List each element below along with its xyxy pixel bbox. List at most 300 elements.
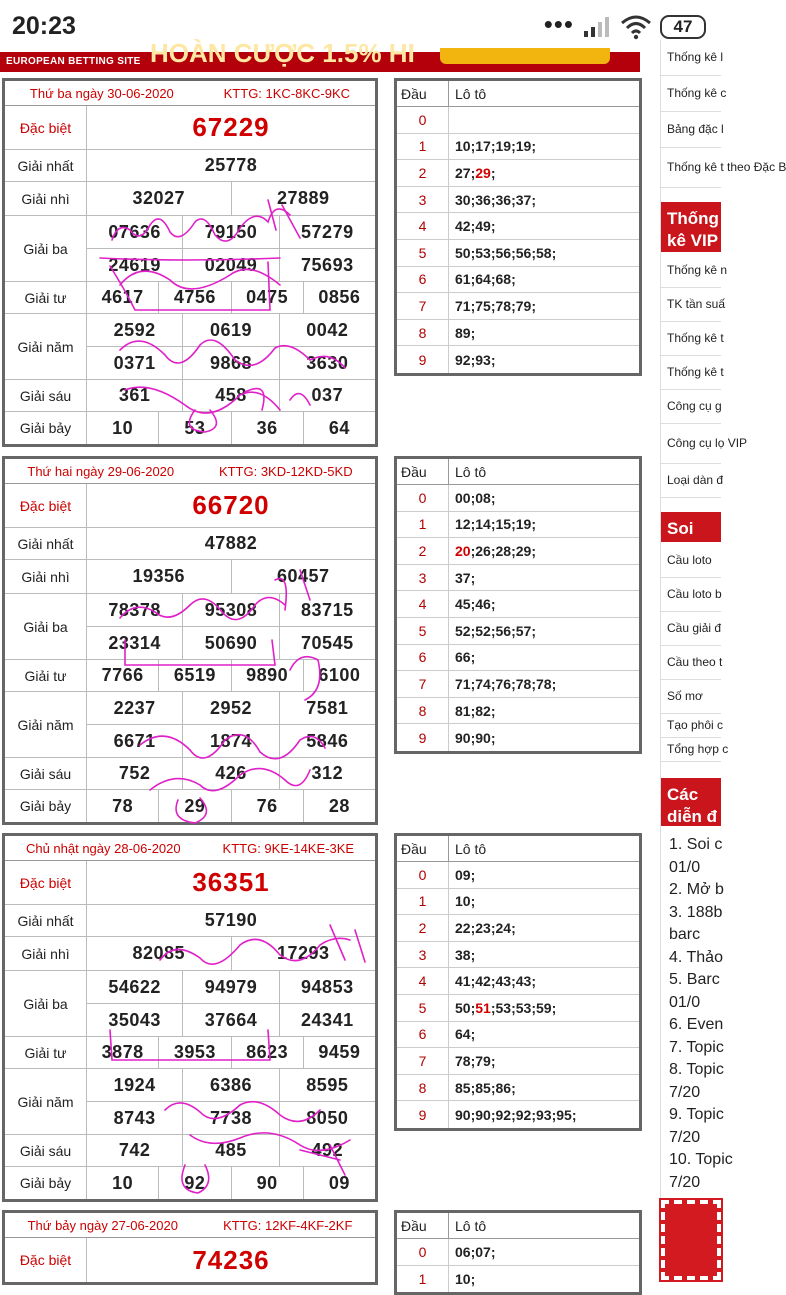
loto-number: 36 <box>475 191 491 208</box>
loto-row <box>397 512 639 539</box>
clock: 20:23 <box>12 12 76 40</box>
prize-number: 6519 <box>158 660 230 691</box>
prize-number: 36 <box>231 412 303 444</box>
banner-headline: HOÀN CƯỢC 1.5% HI <box>150 38 415 68</box>
prize-number: 9459 <box>303 1037 375 1068</box>
loto-number: 53 <box>495 999 512 1016</box>
prize-row <box>5 528 375 560</box>
loto-head-digit: 7 <box>397 671 449 697</box>
prize-row <box>5 594 375 660</box>
prize-number: 27889 <box>231 182 376 215</box>
loto-numbers: 10 ; <box>455 893 476 910</box>
prize-number: 78 <box>112 795 134 816</box>
loto-header <box>397 459 639 485</box>
loto-head-digit: 6 <box>397 267 449 293</box>
sidebar-forum-item[interactable]: 6. Even <box>669 1016 724 1033</box>
loto-number: 64 <box>455 1026 471 1043</box>
prize-label: Giải sáu <box>5 1135 87 1166</box>
sidebar-forum-item[interactable]: 7/20 <box>669 1083 701 1101</box>
loto-head-digit: 7 <box>397 1048 449 1074</box>
loto-head-digit: 1 <box>397 889 449 915</box>
prize-number: 95308 <box>182 594 278 626</box>
draw-kttg-code: KTTG: 9KE-14KE-3KE <box>222 840 355 856</box>
prize-number: 28 <box>303 790 375 822</box>
sidebar-forum-item[interactable]: 1. Soi c <box>669 836 723 853</box>
sidebar-soi-link[interactable]: Cầu loto <box>661 544 721 578</box>
sidebar-stats-link[interactable]: Thống kê l <box>661 40 721 76</box>
prize-label: Giải tư <box>5 282 87 313</box>
prize-line <box>87 594 375 626</box>
sidebar-soi-link[interactable]: Cầu loto b <box>661 578 721 612</box>
prize-number: 54622 <box>108 976 161 997</box>
loto-numbers <box>449 107 639 133</box>
draw-kttg-code: KTTG: 12KF-4KF-2KF <box>223 1217 353 1233</box>
prize-row <box>5 937 375 971</box>
loto-number: 41 <box>455 973 471 990</box>
prize-number: 0856 <box>303 282 375 313</box>
prize-row <box>5 412 375 444</box>
prize-label: Giải ba <box>5 216 87 281</box>
prize-number: 0619 <box>182 314 278 346</box>
sidebar-forum-item[interactable]: 10. Topic <box>669 1151 733 1168</box>
loto-row <box>397 1101 639 1128</box>
loto-number: 92 <box>495 1106 512 1123</box>
prize-row <box>5 1238 375 1282</box>
loto-row <box>397 618 639 645</box>
loto-numbers: 85 ; 85 ; 86 ; <box>455 1079 516 1096</box>
loto-row <box>397 134 639 161</box>
prize-values <box>87 150 375 181</box>
prize-row <box>5 660 375 692</box>
prize-number: 1924 <box>113 1074 156 1095</box>
sidebar-forum-item[interactable]: 2. Mở b <box>669 881 724 898</box>
loto-head-digit: 4 <box>397 213 449 239</box>
prize-values <box>87 937 375 970</box>
loto-numbers: 42 ; 49 ; <box>455 218 496 235</box>
draw-date[interactable]: Thứ hai ngày 29-06-2020 <box>27 463 175 479</box>
prize-number: 07636 <box>108 221 161 242</box>
prize-line <box>87 1101 375 1134</box>
sidebar-stats-link[interactable]: Thống kê c <box>661 76 721 112</box>
prize-label: Giải bảy <box>5 790 87 822</box>
loto-column-header: Lô tô <box>455 1217 487 1234</box>
sidebar-vip-link[interactable]: Công cụ lọ VIP <box>661 424 721 464</box>
draw-result-table <box>2 78 378 447</box>
prize-label: Giải tư <box>5 1037 87 1068</box>
draw-result-table <box>2 1210 378 1285</box>
loto-number: 10 <box>455 138 471 155</box>
loto-number: 19 <box>515 516 532 533</box>
loto-number: 66 <box>455 649 471 666</box>
prize-number: 361 <box>118 385 151 405</box>
loto-number: 43 <box>495 973 512 990</box>
prize-line <box>87 692 375 724</box>
loto-number: 08 <box>475 489 491 506</box>
sidebar-forum-item[interactable]: 7/20 <box>669 1173 701 1191</box>
loto-column-header: Lô tô <box>455 85 487 102</box>
loto-number: 49 <box>475 218 491 235</box>
prize-row <box>5 380 375 412</box>
ad-banner[interactable] <box>0 38 640 72</box>
loto-head-digit: 1 <box>397 512 449 538</box>
prize-row <box>5 216 375 282</box>
prize-number: 29 <box>158 790 230 822</box>
prize-number: 37664 <box>182 1004 278 1036</box>
prize-line <box>87 937 375 970</box>
sidebar-soi-link[interactable]: Cầu giải đ <box>661 612 721 646</box>
sidebar-vip-link[interactable]: Thống kê t <box>661 356 721 390</box>
loto-number: 89 <box>455 324 471 341</box>
draw-date[interactable]: Thứ bảy ngày 27-06-2020 <box>27 1217 178 1233</box>
banner-caption: EUROPEAN BETTING SITE <box>6 56 141 67</box>
loto-numbers: 66 ; <box>455 649 476 666</box>
prize-number: 8623 <box>231 1037 303 1068</box>
prize-number: 037 <box>279 380 375 411</box>
loto-row <box>397 565 639 592</box>
sidebar-vip-link[interactable]: Thống kê t <box>661 322 721 356</box>
prize-label: Đặc biệt <box>5 106 87 149</box>
prize-number: 94853 <box>279 971 375 1003</box>
loto-numbers: 71 ; 75 ; 78 ; 79 ; <box>455 297 536 314</box>
prize-line <box>87 182 375 215</box>
loto-number: 95 <box>556 1106 572 1123</box>
loto-numbers: 90 ; 90 ; <box>455 729 496 746</box>
prize-number: 57190 <box>204 910 258 930</box>
loto-number: 17 <box>475 138 491 155</box>
loto-number: 00 <box>455 489 471 506</box>
prize-number: 3953 <box>158 1037 230 1068</box>
prize-number: 57279 <box>279 216 375 248</box>
sidebar-forum-item[interactable]: 7. Topic <box>669 1038 724 1056</box>
loto-number: 42 <box>455 218 471 235</box>
loto-number: 92 <box>515 1106 532 1123</box>
sidebar-vip-heading: Thống kê VIP <box>661 202 721 252</box>
prize-line <box>87 758 375 789</box>
prize-number: 5846 <box>279 725 375 757</box>
prize-number: 32027 <box>132 188 186 208</box>
prize-line <box>87 282 375 313</box>
sidebar-forum-item[interactable]: 01/0 <box>669 858 701 876</box>
loto-number: 57 <box>515 622 532 639</box>
loto-table <box>394 833 642 1131</box>
prize-line <box>87 528 375 559</box>
sidebar-forum-item[interactable]: 01/0 <box>669 993 701 1011</box>
prize-number: 64 <box>303 412 375 444</box>
prize-number: 19356 <box>132 566 186 586</box>
prize-label: Giải nhì <box>5 182 87 215</box>
sidebar-vip-link[interactable]: TK tần suấ <box>661 288 721 322</box>
loto-number: 23 <box>475 919 491 936</box>
prize-number: 35043 <box>108 1009 161 1030</box>
loto-head-digit: 0 <box>397 107 449 133</box>
loto-number: 76 <box>495 675 512 692</box>
loto-number: 29 <box>475 164 491 181</box>
prize-row <box>5 971 375 1037</box>
loto-numbers: 89 ; <box>455 324 476 341</box>
prize-line <box>87 626 375 659</box>
loto-number: 19 <box>495 138 512 155</box>
sidebar-red-ad[interactable] <box>661 1200 721 1280</box>
prize-values <box>87 1037 375 1068</box>
prize-number: 47882 <box>204 533 258 553</box>
loto-number: 19 <box>515 138 532 155</box>
prize-line <box>87 216 375 248</box>
loto-number: 78 <box>515 675 532 692</box>
loto-number: 09 <box>455 866 471 883</box>
prize-label: Giải tư <box>5 660 87 691</box>
loto-row <box>397 346 639 373</box>
loto-table <box>394 456 642 754</box>
loto-number: 78 <box>536 675 552 692</box>
loto-row <box>397 591 639 618</box>
prize-line <box>87 1069 375 1101</box>
loto-number: 64 <box>475 271 491 288</box>
loto-row <box>397 107 639 134</box>
wifi-icon <box>620 14 652 40</box>
loto-numbers: 10 ; 17 ; 19 ; 19 ; <box>455 138 536 155</box>
loto-numbers: 38 ; <box>455 946 476 963</box>
loto-number: 86 <box>495 1079 512 1096</box>
prize-row <box>5 790 375 822</box>
draw-header <box>5 81 375 106</box>
loto-row <box>397 1266 639 1293</box>
prize-number: 8743 <box>113 1107 156 1128</box>
special-prize-number: 67229 <box>192 112 270 142</box>
loto-numbers: 09 ; <box>455 866 476 883</box>
sidebar-stats-link[interactable]: Thống kê t theo Đặc B <box>661 148 721 188</box>
prize-row <box>5 150 375 182</box>
loto-number: 50 <box>455 999 471 1016</box>
prize-values <box>87 1238 375 1282</box>
sidebar-forum-item[interactable]: 4. Thảo <box>669 948 723 966</box>
loto-number: 92 <box>455 351 471 368</box>
prize-line <box>87 380 375 411</box>
loto-head-digit: 2 <box>397 915 449 941</box>
prize-number: 492 <box>279 1135 375 1166</box>
loto-number: 58 <box>536 244 552 261</box>
loto-column-header: Lô tô <box>455 840 487 857</box>
loto-number: 22 <box>455 919 471 936</box>
loto-header <box>397 1213 639 1239</box>
loto-number: 43 <box>515 973 532 990</box>
loto-numbers: 20 ; 26 ; 28 ; 29 ; <box>455 542 536 559</box>
prize-number: 02049 <box>182 249 278 281</box>
loto-number: 52 <box>455 622 471 639</box>
prize-line <box>87 314 375 346</box>
loto-row <box>397 267 639 294</box>
sidebar-soi-link[interactable]: Số mơ <box>661 680 721 714</box>
prize-number: 8050 <box>279 1102 375 1134</box>
loto-number: 14 <box>475 516 491 533</box>
sidebar-forum-item[interactable]: 3. 188b <box>669 903 723 921</box>
special-prize-number: 36351 <box>192 867 270 897</box>
loto-number: 53 <box>475 244 491 261</box>
prize-row <box>5 1135 375 1167</box>
prize-number: 78378 <box>108 599 161 620</box>
prize-line <box>87 1167 375 1199</box>
sidebar-soi-heading: Soi <box>661 512 721 542</box>
loto-head-digit: 0 <box>397 862 449 888</box>
sidebar-forum-item[interactable]: 7/20 <box>669 1128 701 1146</box>
prize-label: Giải nhất <box>5 150 87 181</box>
loto-number: 71 <box>455 297 471 314</box>
prize-number: 75693 <box>279 249 375 281</box>
loto-number: 59 <box>536 999 552 1016</box>
prize-values <box>87 1135 375 1166</box>
loto-head-digit: 2 <box>397 538 449 564</box>
loto-number: 90 <box>475 729 491 746</box>
prize-number: 10 <box>112 417 134 438</box>
prize-label: Giải nhất <box>5 528 87 559</box>
loto-numbers: 50 ; 51 ; 53 ; 53 ; 59 ; <box>455 999 557 1016</box>
loto-number: 74 <box>475 675 491 692</box>
prize-number: 60457 <box>231 560 376 593</box>
loto-number: 51 <box>475 999 491 1016</box>
prize-number: 3630 <box>279 347 375 379</box>
loto-head-digit: 8 <box>397 698 449 724</box>
draw-kttg-code: KTTG: 1KC-8KC-9KC <box>223 85 351 101</box>
loto-table <box>394 1210 642 1295</box>
prize-values <box>87 1069 375 1134</box>
loto-head-digit: 3 <box>397 187 449 213</box>
loto-row <box>397 724 639 751</box>
sidebar-soi-link[interactable]: Tổng hợp c <box>661 738 721 762</box>
prize-row <box>5 282 375 314</box>
prize-line <box>87 484 375 527</box>
loto-number: 93 <box>475 351 491 368</box>
prize-row <box>5 1167 375 1199</box>
loto-number: 20 <box>455 542 471 559</box>
sidebar-vip-link[interactable]: Loại dàn đ <box>661 464 721 498</box>
prize-number: 2237 <box>113 697 156 718</box>
loto-numbers: 12 ; 14 ; 15 ; 19 ; <box>455 516 536 533</box>
sidebar-forum-item[interactable]: 9. Topic <box>669 1106 724 1123</box>
loto-number: 29 <box>515 542 532 559</box>
loto-row <box>397 293 639 320</box>
loto-numbers: 37 ; <box>455 569 476 586</box>
loto-table <box>394 78 642 376</box>
loto-row <box>397 1239 639 1266</box>
prize-number: 6386 <box>182 1069 278 1101</box>
sidebar-stats-link[interactable]: Bảng đặc l <box>661 112 721 148</box>
loto-head-digit: 9 <box>397 724 449 751</box>
loto-numbers: 27 ; 29 ; <box>455 164 496 181</box>
prize-number: 82085 <box>132 943 186 963</box>
loto-row <box>397 968 639 995</box>
loto-row <box>397 1048 639 1075</box>
loto-row <box>397 1022 639 1049</box>
loto-number: 68 <box>495 271 512 288</box>
loto-head-digit: 7 <box>397 293 449 319</box>
prize-label: Giải năm <box>5 314 87 379</box>
prize-number: 94979 <box>182 971 278 1003</box>
loto-number: 36 <box>495 191 512 208</box>
loto-head-digit: 0 <box>397 1239 449 1265</box>
loto-numbers: 50 ; 53 ; 56 ; 56 ; 58 ; <box>455 244 557 261</box>
loto-head-digit: 5 <box>397 618 449 644</box>
prize-values <box>87 971 375 1036</box>
sidebar-forum-item[interactable]: 5. Barc <box>669 971 720 988</box>
prize-values <box>87 106 375 149</box>
loto-row <box>397 160 639 187</box>
loto-numbers: 10 ; <box>455 1270 476 1287</box>
loto-numbers: 61 ; 64 ; 68 ; <box>455 271 516 288</box>
sidebar-forum-item[interactable]: barc <box>669 926 701 943</box>
loto-head-digit: 8 <box>397 320 449 346</box>
prize-label: Giải ba <box>5 971 87 1036</box>
prize-number: 7766 <box>101 665 144 685</box>
prize-number: 742 <box>118 1140 151 1160</box>
loto-row <box>397 942 639 969</box>
loto-head-digit: 6 <box>397 645 449 671</box>
sidebar-vip-link[interactable]: Thống kê n <box>661 254 721 288</box>
prize-values <box>87 758 375 789</box>
prize-values <box>87 1167 375 1199</box>
sidebar-forum-item[interactable]: 8. Topic <box>669 1061 724 1078</box>
loto-number: 30 <box>455 191 471 208</box>
prize-line <box>87 248 375 281</box>
loto-number: 81 <box>455 702 471 719</box>
prize-number: 92 <box>158 1167 230 1199</box>
prize-values <box>87 314 375 379</box>
sidebar-soi-link[interactable]: Cầu theo t <box>661 646 721 680</box>
prize-values <box>87 484 375 527</box>
loto-number: 06 <box>455 1243 471 1260</box>
prize-row <box>5 692 375 758</box>
prize-values <box>87 412 375 444</box>
prize-values <box>87 905 375 936</box>
prize-row <box>5 106 375 150</box>
prize-number: 3878 <box>101 1042 144 1062</box>
prize-label: Giải nhì <box>5 560 87 593</box>
loto-header <box>397 81 639 107</box>
prize-line <box>87 346 375 379</box>
loto-numbers: 45 ; 46 ; <box>455 596 496 613</box>
prize-label: Giải sáu <box>5 380 87 411</box>
sidebar-vip-link[interactable]: Công cụ g <box>661 390 721 424</box>
draw-date[interactable]: Thứ ba ngày 30-06-2020 <box>29 85 174 101</box>
loto-header <box>397 836 639 862</box>
prize-row <box>5 484 375 528</box>
draw-result-table <box>2 456 378 825</box>
prize-number: 9890 <box>231 660 303 691</box>
prize-values <box>87 380 375 411</box>
loto-number: 07 <box>475 1243 491 1260</box>
prize-number: 1874 <box>182 725 278 757</box>
loto-number: 61 <box>455 271 471 288</box>
prize-row <box>5 861 375 905</box>
prize-label: Giải bảy <box>5 412 87 444</box>
prize-label: Giải năm <box>5 1069 87 1134</box>
prize-line <box>87 150 375 181</box>
sidebar-soi-link[interactable]: Tạo phôi c <box>661 714 721 738</box>
prize-number: 458 <box>182 380 278 411</box>
prize-number: 312 <box>279 758 375 789</box>
prize-line <box>87 861 375 904</box>
loto-number: 56 <box>495 622 512 639</box>
loto-head-digit: 3 <box>397 942 449 968</box>
loto-numbers: 64 ; <box>455 1026 476 1043</box>
prize-number: 25778 <box>204 155 258 175</box>
loto-row <box>397 485 639 512</box>
prize-number: 752 <box>118 763 151 783</box>
draw-date[interactable]: Chủ nhật ngày 28-06-2020 <box>25 840 181 856</box>
prize-number: 24341 <box>279 1004 375 1036</box>
loto-number: 10 <box>455 1270 471 1287</box>
loto-numbers: 90 ; 90 ; 92 ; 92 ; 93 ; 95 ; <box>455 1106 577 1123</box>
right-sidebar <box>660 40 786 1280</box>
loto-numbers: 00 ; 08 ; <box>455 489 496 506</box>
